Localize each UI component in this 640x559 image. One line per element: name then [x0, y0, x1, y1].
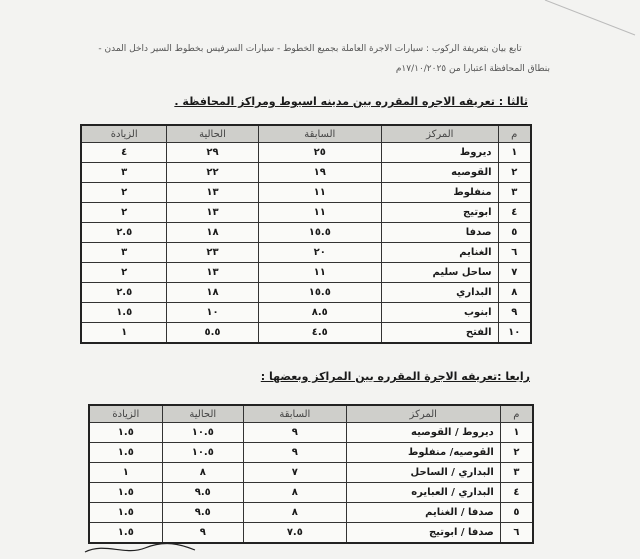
row-index: ٧ — [498, 263, 531, 283]
row-increase: ١.٥ — [81, 303, 167, 323]
row-current: ١٨ — [167, 223, 258, 243]
row-center: صدفا / ابوتيج — [346, 523, 500, 544]
row-previous: ٨ — [243, 503, 346, 523]
row-current: ٢٣ — [167, 243, 258, 263]
row-increase: ٣ — [81, 243, 167, 263]
table-row — [81, 163, 531, 183]
col-header-current: الحالية — [167, 125, 258, 143]
row-current: ١٠.٥ — [162, 423, 243, 443]
header-line-2: بنطاق المحافظة اعتبارا من ١٧/١٠/٢٠٢٥م — [395, 64, 550, 74]
row-previous: ٧ — [243, 463, 346, 483]
row-current: ٨ — [162, 463, 243, 483]
row-current: ٢٩ — [167, 143, 258, 163]
scan-edge-line — [540, 0, 640, 40]
row-index: ١ — [500, 423, 533, 443]
row-index: ١ — [498, 143, 531, 163]
row-previous: ٨ — [243, 483, 346, 503]
row-previous: ٧.٥ — [243, 523, 346, 544]
row-index: ٣ — [498, 183, 531, 203]
row-center: ساحل سليم — [381, 263, 498, 283]
col-header-previous: السابقة — [243, 405, 346, 423]
row-center: القوصيه/ منفلوط — [346, 443, 500, 463]
row-center: القوصيه — [381, 163, 498, 183]
row-center: البداري / الساحل — [346, 463, 500, 483]
row-index: ١٠ — [498, 323, 531, 344]
row-current: ١٠.٥ — [162, 443, 243, 463]
col-header-increase: الزيادة — [89, 405, 162, 423]
row-center: ديروط / القوصيه — [346, 423, 500, 443]
row-current: ١٣ — [167, 183, 258, 203]
row-center: منفلوط — [381, 183, 498, 203]
row-current: ٢٢ — [167, 163, 258, 183]
row-current: ٩.٥ — [162, 503, 243, 523]
row-increase: ٢ — [81, 183, 167, 203]
row-previous: ١١ — [258, 263, 381, 283]
table-row — [89, 423, 533, 443]
row-increase: ٢.٥ — [81, 283, 167, 303]
table-header-row — [81, 125, 531, 143]
row-center: صدفا / الغنايم — [346, 503, 500, 523]
table-row — [81, 263, 531, 283]
table-row — [81, 243, 531, 263]
row-previous: ١٥.٥ — [258, 223, 381, 243]
row-increase: ٢ — [81, 203, 167, 223]
row-increase: ٢ — [81, 263, 167, 283]
fare-table-between-centers — [88, 404, 534, 544]
row-index: ٥ — [500, 503, 533, 523]
table-row — [89, 503, 533, 523]
row-current: ٥.٥ — [167, 323, 258, 344]
row-previous: ٩ — [243, 423, 346, 443]
row-previous: ٩ — [243, 443, 346, 463]
row-increase: ١ — [89, 463, 162, 483]
table-row — [89, 443, 533, 463]
col-header-current: الحالية — [162, 405, 243, 423]
row-previous: ٢٥ — [258, 143, 381, 163]
row-index: ٦ — [500, 523, 533, 544]
row-index: ٣ — [500, 463, 533, 483]
col-header-center: المركز — [381, 125, 498, 143]
col-header-center: المركز — [346, 405, 500, 423]
row-increase: ١ — [81, 323, 167, 344]
table-row — [81, 323, 531, 344]
row-previous: ١١ — [258, 183, 381, 203]
table-row — [89, 483, 533, 503]
row-current: ١٨ — [167, 283, 258, 303]
row-center: البداري — [381, 283, 498, 303]
row-increase: ٤ — [81, 143, 167, 163]
table-row — [81, 303, 531, 323]
section-3-title: ثالثا : تعريفه الاجره المقرره بين مدينه اسيوط ومراكز المحافظة . — [174, 95, 528, 108]
table-row — [81, 283, 531, 303]
header-line-1: تابع بيان بتعريفة الركوب : سيارات الاجرة العاملة بجميع الخطوط - سيارات السرفيس بخطوط السير داخل المدن - — [98, 44, 522, 54]
row-current: ٩.٥ — [162, 483, 243, 503]
row-center: الفتح — [381, 323, 498, 344]
row-index: ٦ — [498, 243, 531, 263]
row-increase: ١.٥ — [89, 523, 162, 544]
table-row — [81, 143, 531, 163]
col-header-index: م — [500, 405, 533, 423]
row-index: ٩ — [498, 303, 531, 323]
row-increase: ١.٥ — [89, 483, 162, 503]
col-header-index: م — [498, 125, 531, 143]
table-header-row — [89, 405, 533, 423]
row-previous: ١١ — [258, 203, 381, 223]
row-previous: ٨.٥ — [258, 303, 381, 323]
row-center: ابوتيج — [381, 203, 498, 223]
row-current: ١٠ — [167, 303, 258, 323]
section-4-title: رابعا :تعريفه الاجرة المقرره بين المراكز وبعضها : — [260, 370, 530, 383]
row-index: ٢ — [500, 443, 533, 463]
row-index: ٨ — [498, 283, 531, 303]
row-index: ٤ — [500, 483, 533, 503]
row-previous: ١٩ — [258, 163, 381, 183]
row-center: البداري / العبايره — [346, 483, 500, 503]
row-increase: ٣ — [81, 163, 167, 183]
col-header-increase: الزيادة — [81, 125, 167, 143]
row-current: ١٣ — [167, 203, 258, 223]
row-previous: ٤.٥ — [258, 323, 381, 344]
row-center: صدفا — [381, 223, 498, 243]
row-increase: ١.٥ — [89, 503, 162, 523]
row-increase: ٢.٥ — [81, 223, 167, 243]
table-row — [81, 203, 531, 223]
row-previous: ٢٠ — [258, 243, 381, 263]
row-increase: ١.٥ — [89, 443, 162, 463]
table-row — [89, 463, 533, 483]
row-center: ابنوب — [381, 303, 498, 323]
table-row — [81, 223, 531, 243]
handwritten-signature — [80, 540, 200, 558]
row-previous: ١٥.٥ — [258, 283, 381, 303]
table-row — [81, 183, 531, 203]
row-current: ٩ — [162, 523, 243, 544]
row-index: ٥ — [498, 223, 531, 243]
row-current: ١٣ — [167, 263, 258, 283]
row-index: ٢ — [498, 163, 531, 183]
row-index: ٤ — [498, 203, 531, 223]
row-center: الغنايم — [381, 243, 498, 263]
fare-table-city-to-centers — [80, 124, 532, 344]
col-header-previous: السابقة — [258, 125, 381, 143]
row-center: ديروط — [381, 143, 498, 163]
row-increase: ١.٥ — [89, 423, 162, 443]
